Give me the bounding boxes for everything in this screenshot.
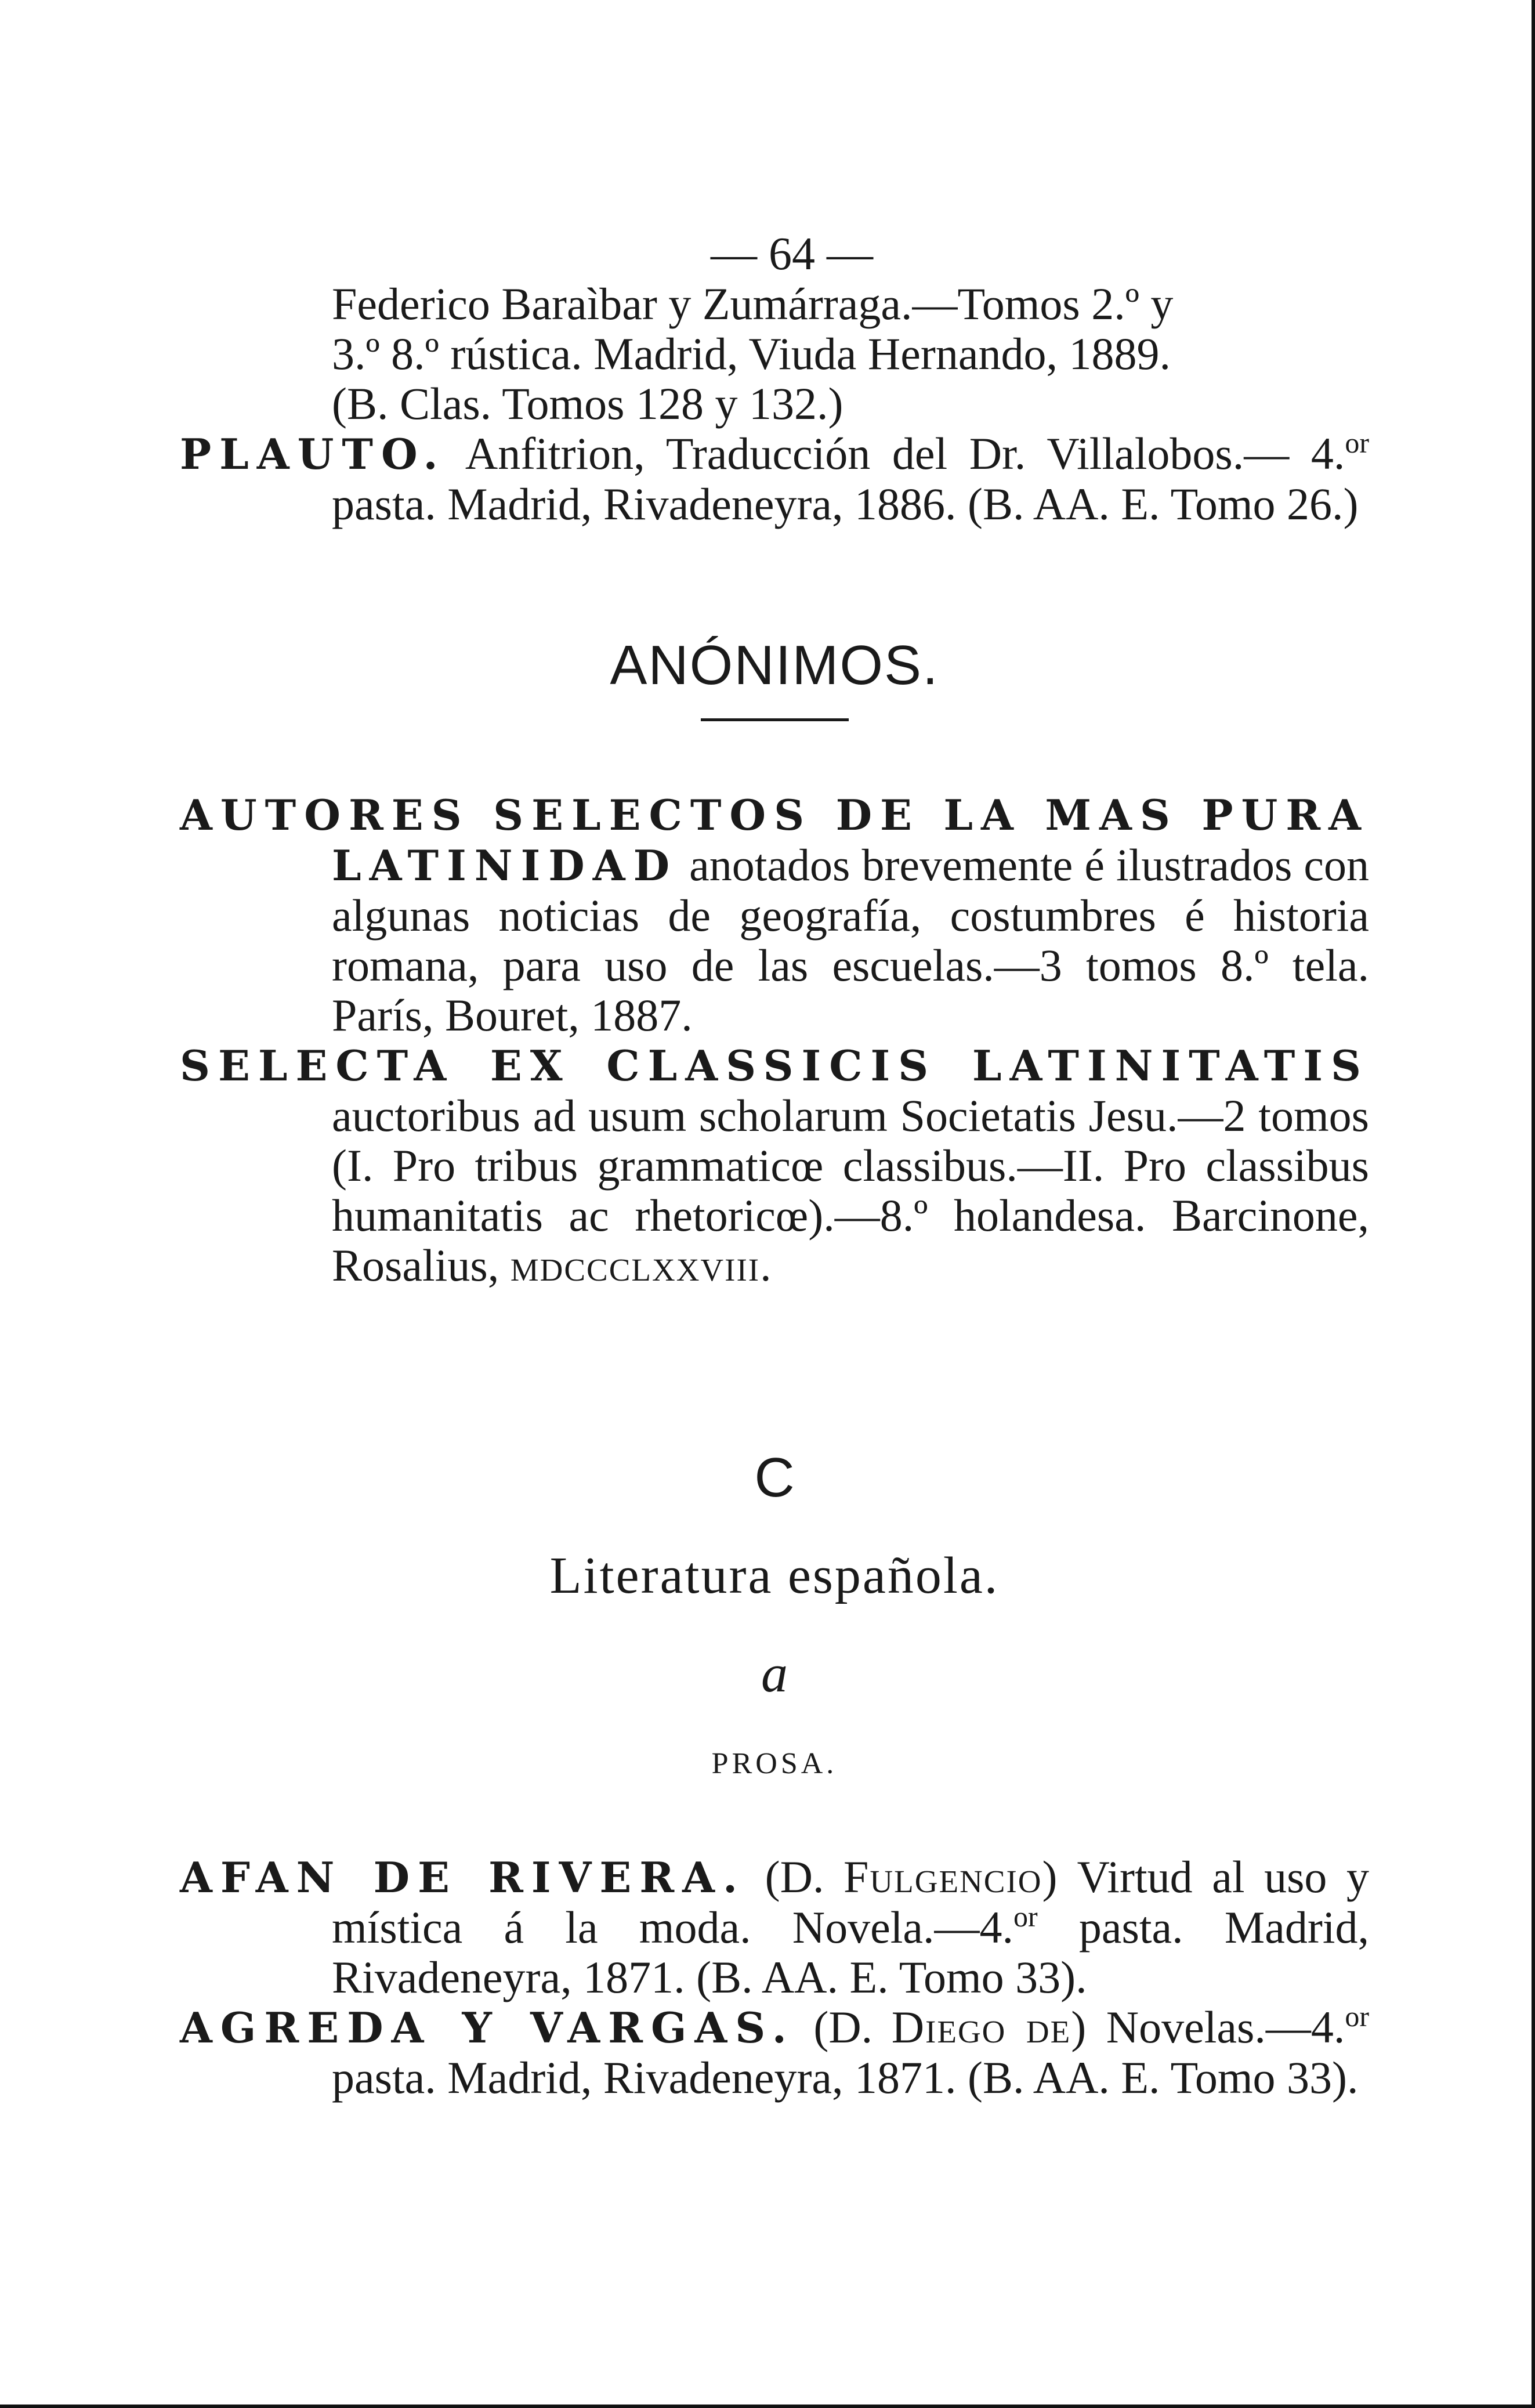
- entry-text: anotados brevemente é ilustrados con algunas noticias de geografía, costumbres é historia romana, para uso de las escuelas.—3 tomos 8.º tela. París, Bouret, 1887.: [332, 840, 1370, 1040]
- entry-given-name: Fulgencio): [843, 1852, 1059, 1902]
- section-letter: C: [754, 1447, 795, 1509]
- entry-superscript: or: [1013, 1900, 1038, 1933]
- subsection-letter: a: [761, 1644, 788, 1703]
- entry-superscript: or: [1345, 2000, 1370, 2033]
- genre-label: PROSA.: [711, 1747, 838, 1780]
- entry-agreda-y-vargas: [180, 2002, 1369, 2103]
- entry-text: auctoribus ad usum scholarum Societatis Jesu.—2 tomos (I. Pro tribus grammaticœ classibus.—II. Pro classibus humanitatis ac rhetoricœ).—8.º holandesa. Barcinone, Rosalius,: [332, 1090, 1369, 1290]
- section-subtitle: Literatura española.: [549, 1547, 1000, 1604]
- entry-autores-selectos: [180, 790, 1369, 1040]
- entry-given-prefix: (D.: [813, 2002, 873, 2052]
- entry-given-prefix: (D.: [765, 1852, 824, 1902]
- entry-date: mdccclxxviii.: [510, 1240, 773, 1290]
- entry-heading: AUTORES SELECTOS DE LA MAS PURA LATINIDAD: [180, 790, 1369, 890]
- continuation-line-2: 3.º 8.º rústica. Madrid, Viuda Hernando, 1889.: [332, 328, 1171, 379]
- continuation-entry: [180, 279, 1369, 429]
- entry-num: 4.: [1310, 428, 1345, 479]
- entry-text: Novelas.—4.: [1106, 2002, 1345, 2052]
- entry-text-2: pasta. Madrid, Rivadeneyra, 1871. (B. AA. E. Tomo 33).: [332, 1902, 1369, 2002]
- entry-author: AGREDA Y VARGAS.: [180, 2003, 795, 2052]
- entry-afan-de-rivera: [180, 1852, 1369, 2002]
- entry-text-2: pasta. Madrid, Rivadeneyra, 1871. (B. AA. E. Tomo 33).: [332, 2052, 1359, 2103]
- continuation-line-1: Federico Baraìbar y Zumárraga.—Tomos 2.º y: [332, 279, 1174, 329]
- continuation-line-3: (B. Clas. Tomos 128 y 132.): [332, 378, 843, 429]
- entry-heading: SELECTA EX CLASSICIS LATINITATIS: [180, 1041, 1369, 1090]
- page-number: — 64 —: [711, 229, 873, 280]
- entry-author: AFAN DE RIVERA.: [180, 1853, 746, 1902]
- page-content: [180, 229, 1369, 2103]
- entry-plauto: [180, 426, 1369, 529]
- entry-given-name: Diego de): [891, 2002, 1088, 2052]
- entry-selecta: [180, 1040, 1369, 1290]
- entry-superscript: or: [1345, 426, 1369, 459]
- entry-text-2: pasta. Madrid, Rivadeneyra, 1886. (B. AA. E. Tomo 26.): [332, 479, 1359, 529]
- entry-author: PLAUTO.: [180, 429, 446, 479]
- entry-text: Virtud al uso y mística á la moda. Novela.—4.: [332, 1852, 1369, 1953]
- section-title-anonimos: ANÓNIMOS.: [610, 634, 939, 696]
- entry-text: Anfitrion, Traducción del Dr. Villalobos.—: [465, 428, 1290, 479]
